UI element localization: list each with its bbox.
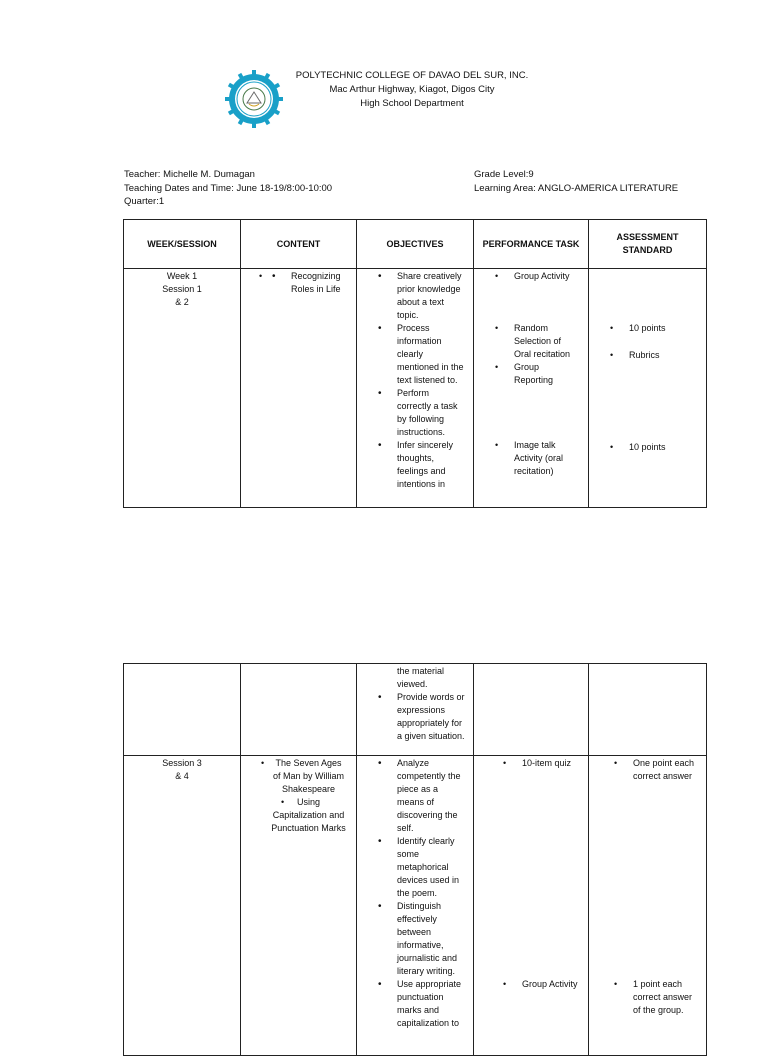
objective-item: • Infer sincerely thoughts, feelings and intentions in	[397, 439, 465, 491]
objectives-cell	[357, 269, 474, 508]
quarter: Quarter:1	[124, 196, 165, 207]
session-cell: Session 3 & 4	[124, 756, 241, 1056]
header-week-session: WEEK/SESSION	[124, 220, 241, 269]
objective-item: • Share creatively prior knowledge about a text topic.	[397, 270, 465, 322]
school-address: Mac Arthur Highway, Kiagot, Digos City	[329, 84, 495, 95]
tasks-cell: • Group Activity • Random Selection of Oral recitation • Group Reporting • Image talk Activity (oral recitation)	[474, 269, 589, 508]
department: High School Department	[360, 98, 464, 109]
header-assessment-standard: ASSESSMENT STANDARD	[589, 220, 707, 269]
objective-item: • Analyze competently the piece as a means of discovering the self.	[397, 757, 465, 835]
objectives-cell: the material viewed. • Provide words or expressions appropriately for a given situation.	[357, 664, 474, 756]
objective-item: • Distinguish effectively between informative, journalistic and literary writing.	[397, 900, 465, 978]
objective-item: • Provide words or expressions appropriately for a given situation.	[397, 691, 465, 743]
objective-item: • Identify clearly some metaphorical devices used in the poem.	[397, 835, 465, 900]
lesson-plan-table	[123, 219, 707, 508]
content-cell: • The Seven Ages of Man by William Shakespeare • Using Capitalization and Punctuation Marks	[241, 756, 357, 1056]
school-name: POLYTECHNIC COLLEGE OF DAVAO DEL SUR, INC.	[295, 70, 529, 81]
content-cell: • • Recognizing Roles in Life	[241, 269, 357, 508]
objective-item: • Use appropriate punctuation marks and capitalization to	[397, 978, 465, 1030]
lesson-plan-table-continued	[123, 663, 707, 1056]
tasks-cell: • 10-item quiz • Group Activity	[474, 756, 589, 1056]
week-cell: Week 1 Session 1 & 2	[124, 269, 241, 508]
assessment-cell: • 10 points • Rubrics • 10 points	[589, 269, 707, 508]
grade-level: Grade Level:9	[474, 169, 534, 180]
header-performance-task: PERFORMANCE TASK	[474, 220, 589, 269]
objectives-cell	[357, 756, 474, 1056]
objective-item: • Perform correctly a task by following instructions.	[397, 387, 465, 439]
objective-item: • Process information clearly mentioned in the text listened to.	[397, 322, 465, 387]
learning-area: Learning Area: ANGLO-AMERICA LITERATURE	[474, 182, 679, 194]
assessment-cell: • One point each correct answer • 1 point each correct answer of the group.	[589, 756, 707, 1056]
teacher-label: Teacher: Michelle M. Dumagan	[124, 169, 255, 180]
header-objectives: OBJECTIVES	[357, 220, 474, 269]
header-content: CONTENT	[241, 220, 357, 269]
teaching-dates: Teaching Dates and Time: June 18-19/8:00-10:00	[124, 182, 333, 194]
